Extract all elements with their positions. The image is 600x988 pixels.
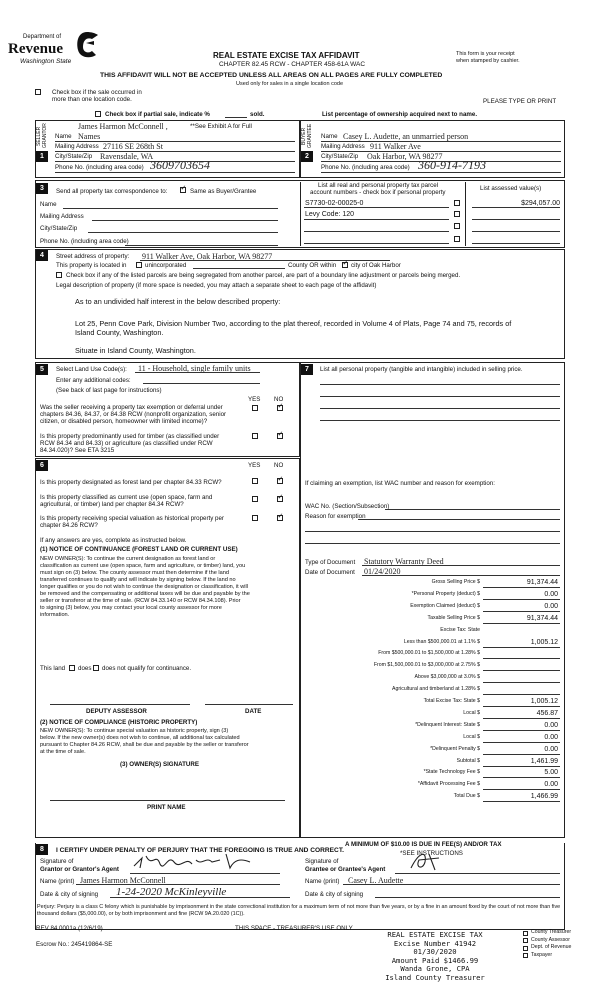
calc-row-label: Above $3,000,000 at 3.0% $ (414, 674, 480, 681)
dist-checkbox[interactable] (523, 938, 528, 945)
if-yes-note: If any answers are yes, complete as instructed below. (40, 537, 187, 544)
street-label: Street address of property: (56, 253, 130, 260)
dist-checkbox[interactable] (523, 945, 528, 952)
deputy-assessor-label: DEPUTY ASSESSOR (86, 708, 147, 715)
legal-line-3: Situate in Island County, Washington. (75, 346, 196, 355)
seller-phone-value[interactable]: 3609703654 (150, 158, 210, 172)
notice-1-line: to signing (3) below, you may contact your local county assessor for more (40, 605, 222, 611)
calc-row-value[interactable]: 5.00 (544, 769, 558, 777)
stamp-line: REAL ESTATE EXCISE TAX (387, 930, 483, 939)
sec6-q2-yes-checkbox[interactable] (252, 496, 258, 502)
sec5-q1b: chapters 84.36, 84.37, or 84.38 RCW (nonprofit organization, senior (40, 411, 227, 418)
calc-row-value[interactable]: 0.00 (544, 745, 558, 753)
calc-row-line (483, 694, 560, 695)
calc-row-line (483, 801, 560, 802)
dept-line: Department of (23, 34, 62, 40)
seller-city-label: City/State/Zip (55, 153, 93, 160)
seller-names-value[interactable]: Names (78, 132, 101, 141)
section-5-number: 5 (36, 364, 48, 375)
buyer-address-value[interactable]: 911 Walker Ave (370, 142, 421, 151)
calc-row-value[interactable]: 0.00 (544, 721, 558, 729)
land-use-label: Select Land Use Code(s): (56, 366, 127, 373)
calc-row-line (483, 682, 560, 683)
calc-row-label: *Delinquent Interest: State $ (415, 721, 480, 728)
calc-row-line (483, 611, 560, 612)
levy-code[interactable]: Levy Code: 120 (305, 211, 355, 218)
sec5-q2-no-checkbox[interactable] (277, 433, 283, 439)
sec6-q3-yes-checkbox[interactable] (252, 515, 258, 521)
notice-1-line: must sign on (3) below. The county assessor must then determine if the land (40, 570, 229, 576)
sec5-q1a: Was the seller receiving a property tax exemption or deferral under (40, 404, 223, 411)
notice-2-line: pursuant to Chapter 84.26 RCW, shall be due and payable by the seller or transferor (40, 742, 249, 748)
unincorporated-label: unincorporated (145, 262, 187, 269)
sec6-q3b: chapter 84.26 RCW? (40, 522, 98, 529)
calc-row-label: Excise Tax: State (440, 626, 480, 633)
dist-label: County Assessor (531, 936, 570, 943)
stamp-line: Island County Treasurer (385, 973, 485, 982)
form-title: REAL ESTATE EXCISE TAX AFFIDAVIT (213, 51, 360, 60)
sec5-q2c: 84.34.020)? See ETA 3215 (40, 447, 115, 454)
stamp-line: Wanda Grone, CPA (400, 964, 470, 974)
qualify-label: This land (40, 665, 66, 672)
send-correspondence-label: Send all property tax correspondence to: (56, 188, 168, 195)
grantee-date-label: Date & city of signing (305, 891, 364, 898)
owner-signature-label: (3) OWNER(S) SIGNATURE (120, 761, 199, 768)
dist-checkbox[interactable] (523, 930, 528, 937)
assessed-head: List assessed value(s) (480, 185, 542, 192)
buyer-side-label: BUYER GRANTEE (301, 123, 313, 149)
calc-row-line (483, 587, 560, 588)
calc-row-label: *Delinquent Penalty $ (430, 745, 480, 752)
form-warning: THIS AFFIDAVIT WILL NOT BE ACCEPTED UNLESS ALL AREAS ON ALL PAGES ARE FULLY COMPLETED (100, 72, 443, 79)
escrow-number: Escrow No.: 245419864-SE (36, 941, 113, 948)
notice-2-line: below. If the new owner(s) does not wish to continue, all additional tax calculated (40, 735, 240, 741)
calc-row-line (483, 670, 560, 671)
city-label: city of Oak Harbor (351, 262, 401, 269)
dist-label: County Treasurer (531, 929, 572, 935)
seller-phone-label: Phone No. (including area code) (55, 164, 144, 171)
form-revision: REV 84 0001a (12/6/19) (36, 925, 103, 932)
notice-1-title: (1) NOTICE OF CONTINUANCE (FOREST LAND OR CURRENT USE) (40, 546, 238, 553)
sec6-q3a: Is this property receiving special valuation as historical property per (40, 515, 224, 522)
seller-city-value[interactable]: Ravensdale, WA (100, 152, 154, 161)
grantor-sig-label-2: Grantor or Grantor's Agent (40, 866, 119, 873)
doc-date-label: Date of Document (305, 569, 355, 576)
dist-label: Dept. of Revenue (531, 944, 572, 950)
assessed-value-1[interactable]: $294,057.00 (521, 200, 560, 207)
calc-row-value[interactable]: 0.00 (544, 590, 558, 598)
sec6-q1-no-checkbox[interactable] (277, 478, 283, 484)
grantee-print-name[interactable]: Casey L. Audette (348, 876, 404, 885)
parcel-number-1[interactable]: S7730-02-00025-0 (305, 200, 364, 207)
buyer-name-value[interactable]: Casey L. Audette, an unmarried person (343, 132, 469, 141)
doc-date-value[interactable]: 01/24/2020 (364, 567, 401, 576)
mail-name-label: Name (40, 201, 57, 208)
calc-row-value[interactable]: 0.00 (544, 733, 558, 741)
notice-2-title: (2) NOTICE OF COMPLIANCE (HISTORIC PROPERTY) (40, 719, 198, 726)
stamp-line: 01/30/2020 (413, 947, 457, 957)
percent-ownership-label: List percentage of ownership acquired next to name. (322, 111, 478, 118)
notice-2-line: at the time of sale. (40, 749, 86, 755)
legal-line-2a: Lot 25, Penn Cove Park, Division Number Two, according to the plat thereof, recorded in Volume 4 of Plats, Page 74 and 75, records of (75, 319, 512, 328)
parcel-1-personal-checkbox[interactable] (454, 200, 460, 206)
partial-sale-checkbox[interactable] (95, 111, 101, 117)
see-back-label: (See back of last page for instructions) (56, 387, 162, 394)
calc-row-line (483, 706, 560, 707)
calc-row-line (483, 766, 560, 767)
parcel-4-personal-checkbox[interactable] (454, 236, 460, 242)
calc-row-label: *Affidavit Processing Fee $ (417, 781, 480, 788)
sec6-q2-no-checkbox[interactable] (277, 496, 283, 502)
sec5-q2b: RCW 84.34 and 84.33) or agriculture (as classified under RCW (40, 440, 213, 447)
city-checkbox[interactable] (342, 262, 348, 268)
parcel-head-1: List all real and personal property tax parcel (318, 182, 439, 189)
parcel-2-personal-checkbox[interactable] (454, 211, 460, 217)
deputy-date-label: DATE (245, 708, 262, 715)
partial-sold-label: sold. (250, 111, 265, 118)
located-label: This property is located in (56, 262, 127, 269)
additional-codes-label: Enter any additional codes: (56, 377, 131, 384)
revenue-logo-icon (74, 30, 100, 60)
form-chapter: CHAPTER 82.45 RCW - CHAPTER 458-61A WAC (219, 61, 366, 68)
doc-type-label: Type of Document (305, 559, 356, 566)
section-7-number: 7 (301, 364, 313, 375)
sec5-q2a: Is this property predominantly used for timber (as classified under (40, 433, 220, 440)
county-label: County OR within (288, 262, 337, 269)
section-6-number: 6 (36, 460, 48, 471)
receipt-note-1: This form is your receipt (456, 51, 515, 57)
calc-row-label: From $1,500,000.01 to $3,000,000 at 2.75% $ (373, 662, 480, 669)
dept-revenue: Revenue (8, 41, 63, 57)
buyer-city-label: City/State/Zip (321, 153, 359, 160)
seller-exhibit: **See Exhibit A for Full (190, 123, 252, 130)
section-3-number: 3 (36, 183, 48, 194)
sec5-yes-header: YES (248, 396, 261, 403)
section-4-number: 4 (36, 250, 48, 261)
notice-1-line: longer qualifies or you do not wish to continue the designation or classification, it will (40, 584, 249, 590)
sec5-q1-no-checkbox[interactable] (277, 405, 283, 411)
grantee-name-label: Name (print) (305, 878, 340, 885)
sec6-q1: Is this property designated as forest land per chapter 84.33 RCW? (40, 479, 222, 486)
legal-line-1: As to an undivided half interest in the below described property: (75, 297, 281, 306)
perjury-statement: Perjury: Perjury is a class C felony which is punishable by imprisonment in the state correctional institution for a maximum term of not more than five years, or by a fine in an amount fixed by the court of not more than five thousand dollars ($5,000.00), or by both imprisonment and fine (RCW 9A.20.020 (1C)). (37, 904, 561, 918)
notice-1-line: NEW OWNER(S): To continue the current designation as forest land or (40, 556, 216, 562)
see-instructions: *SEE INSTRUCTIONS (400, 850, 463, 857)
calc-row-label: Agricultural and timberland at 1.28% $ (392, 686, 480, 693)
segregated-label: Check box if any of the listed parcels are being segregated from another parcel, are part of a boundary line adjustment or parcels being merged. (66, 272, 461, 279)
notice-1-line: transferred continues to qualify and will indicate by signing below. If the land no (40, 577, 236, 583)
buyer-name-label: Name (321, 133, 338, 140)
minimum-note: A MINIMUM OF $10.00 IS DUE IN FEE(S) AND/OR TAX (345, 841, 502, 848)
stamp-line: Amount Paid $1466.99 (391, 955, 479, 965)
doc-type-value[interactable]: Statutory Warranty Deed (364, 557, 444, 566)
calc-row-line (483, 658, 560, 659)
grantor-print-name[interactable]: James Harmon McConnell (80, 876, 166, 885)
dist-label: Taxpayer (531, 951, 553, 958)
calc-row-label: Total Due $ (453, 793, 480, 800)
grantee-sig-label-1: Signature of (305, 858, 339, 865)
not-qualify-label: does not qualify for continuance. (102, 665, 192, 672)
calc-row-line (483, 718, 560, 719)
calc-row-label: Gross Selling Price $ (431, 579, 480, 585)
seller-address-value[interactable]: 27116 SE 268th St (103, 142, 163, 151)
personal-property-label: List all personal property (tangible and intangible) included in selling price. (320, 366, 523, 373)
calc-row-line (483, 730, 560, 731)
certify-statement: I CERTIFY UNDER PENALTY OF PERJURY THAT THE FOREGOING IS TRUE AND CORRECT. (56, 847, 344, 854)
reason-label: Reason for exemption (305, 513, 366, 520)
parcel-head-2: account numbers - check box if personal property (310, 189, 446, 196)
multi-location-label-2: more than one location code. (52, 96, 132, 103)
sec6-q3-no-checkbox[interactable] (277, 515, 283, 521)
mail-phone-label: Phone No. (including area code) (40, 238, 129, 245)
calc-row-line (483, 599, 560, 600)
sec6-q2b: agricultural, or timber) land per chapter 84.34 RCW? (40, 501, 184, 508)
segregated-checkbox[interactable] (56, 272, 62, 278)
grantor-signature[interactable] (130, 848, 270, 874)
parcel-3-personal-checkbox[interactable] (454, 223, 460, 229)
calc-row-line (483, 647, 560, 648)
multi-location-checkbox[interactable] (35, 89, 41, 95)
seller-side-label: SELLER GRANTOR (36, 123, 48, 149)
calc-row-label: Less than $500,000.01 at 1.1% $ (403, 638, 480, 645)
sec6-yes-header: YES (248, 462, 261, 469)
calc-row-line (483, 623, 560, 624)
calc-row-label: From $500,000.01 to $1,500,000 at 1.28% $ (378, 650, 480, 657)
mail-city-label: City/State/Zip (40, 225, 78, 232)
land-use-value[interactable]: 11 - Household, single family units (138, 364, 251, 373)
buyer-phone-label: Phone No. (including area code) (321, 164, 410, 171)
print-note: PLEASE TYPE OR PRINT (483, 98, 557, 105)
same-as-buyer-checkbox[interactable] (180, 187, 186, 193)
calc-row-label: Local $ (463, 733, 480, 740)
sec6-q2a: Is this property classified as current use (open space, farm and (40, 494, 213, 501)
treasurer-space: THIS SPACE - TREASURER'S USE ONLY (235, 925, 353, 932)
calc-row-value[interactable]: 1,005.12 (530, 698, 558, 705)
calc-row-line (483, 789, 560, 790)
grantor-name-label: Name (print) (40, 878, 75, 885)
sec5-q2-yes-checkbox[interactable] (252, 433, 258, 439)
stamp-line: Excise Number 41942 (393, 938, 477, 948)
qualify-does-checkbox[interactable] (69, 665, 75, 671)
notice-1-line: information. (40, 612, 70, 618)
calc-row-line (483, 742, 560, 743)
mail-address-label: Mailing Address (40, 213, 84, 220)
calc-row-label: Subtotal $ (456, 757, 480, 764)
legal-label: Legal description of property (if more space is needed, you may attach a separate sheet to each page of the affidavit) (56, 282, 377, 289)
calc-row-value[interactable]: 1,005.12 (530, 638, 558, 646)
seller-address-label: Mailing Address (55, 143, 99, 150)
sec5-q1-yes-checkbox[interactable] (252, 405, 258, 411)
buyer-address-label: Mailing Address (321, 143, 365, 150)
calc-row-label: Taxable Selling Price $ (427, 614, 480, 621)
grantee-signature[interactable] (405, 848, 445, 874)
calc-row-value[interactable]: 0.00 (544, 602, 558, 610)
section-2-number: 2 (301, 151, 313, 162)
qualify-not-checkbox[interactable] (93, 665, 99, 671)
notice-1-line: classification as current use (open space, farm and agriculture, or timber) land, you (40, 563, 246, 569)
partial-sale-label: Check box if partial sale, indicate % (105, 111, 210, 118)
calc-row-value[interactable]: 91,374.44 (526, 614, 558, 622)
grantee-sig-label-2: Grantee or Grantee's Agent (305, 866, 386, 873)
sec6-no-header: NO (274, 462, 284, 469)
grantor-sig-label-1: Signature of (40, 858, 74, 865)
receipt-note-2: when stamped by cashier. (456, 58, 520, 64)
notice-1-line: seller or transferor at the time of sale. (RCW 84.33.140 or RCW 84.34.108). Prior (40, 598, 241, 604)
unincorporated-checkbox[interactable] (136, 262, 142, 268)
street-value[interactable]: 911 Walker Ave, Oak Harbor, WA 98277 (142, 252, 273, 261)
section-8-number: 8 (36, 844, 48, 855)
qualify-does-label: does (78, 665, 92, 672)
same-as-buyer-label: Same as Buyer/Grantee (190, 188, 257, 195)
dist-checkbox[interactable] (523, 953, 528, 960)
calc-row-value[interactable]: 1,466.99 (530, 793, 558, 801)
calc-row-label: *Personal Property (deduct) $ (411, 590, 480, 597)
calc-row-label: Local $ (463, 709, 480, 716)
section-7-box (300, 362, 565, 838)
sec5-no-header: NO (274, 396, 284, 403)
grantor-date-label: Date & city of signing (40, 891, 99, 898)
legal-line-2b: Island County, Washington. (75, 328, 164, 337)
print-name-label: PRINT NAME (147, 804, 186, 811)
exemption-label: If claiming an exemption, list WAC number and reason for exemption: (305, 480, 495, 487)
wac-label: WAC No. (Section/Subsection) (305, 503, 390, 510)
calc-row-value[interactable]: 456.87 (536, 709, 558, 717)
dept-state: Washington State (20, 58, 72, 65)
sec5-q1c: citizen, or disabled person, homeowner with limited income)? (40, 418, 208, 425)
grantor-date-city[interactable]: 1-24-2020 McKinleyville (116, 886, 227, 898)
calc-row-value[interactable]: 91,374.44 (526, 579, 558, 586)
calc-row-value[interactable]: 1,461.99 (530, 757, 558, 765)
buyer-city-value[interactable]: Oak Harbor, WA 98277 (367, 152, 443, 161)
seller-name-value[interactable]: James Harmon McConnell , (78, 122, 168, 131)
calc-row-value[interactable]: 0.00 (544, 781, 558, 789)
calc-row-label: *State Technology Fee $ (423, 769, 480, 776)
notice-1-line: be removed and the compensating or additional taxes will be due and payable by the (40, 591, 250, 597)
used-only-note: Used only for sales in a single location code (236, 81, 344, 87)
multi-location-label-1: Check box if the sale occurred in (52, 89, 142, 96)
calc-row-line (483, 777, 560, 778)
section-1-number: 1 (36, 151, 48, 162)
notice-2-line: NEW OWNER(S): To continue special valuation as historic property, sign (3) (40, 728, 229, 734)
seller-name-label: Name (55, 133, 72, 140)
calc-row-line (483, 754, 560, 755)
calc-row-label: Total Excise Tax: State $ (423, 698, 480, 704)
buyer-phone-value[interactable]: 360-914-7193 (418, 158, 486, 172)
calc-row-label: Exemption Claimed (deduct) $ (410, 602, 480, 609)
sec6-q1-yes-checkbox[interactable] (252, 478, 258, 484)
